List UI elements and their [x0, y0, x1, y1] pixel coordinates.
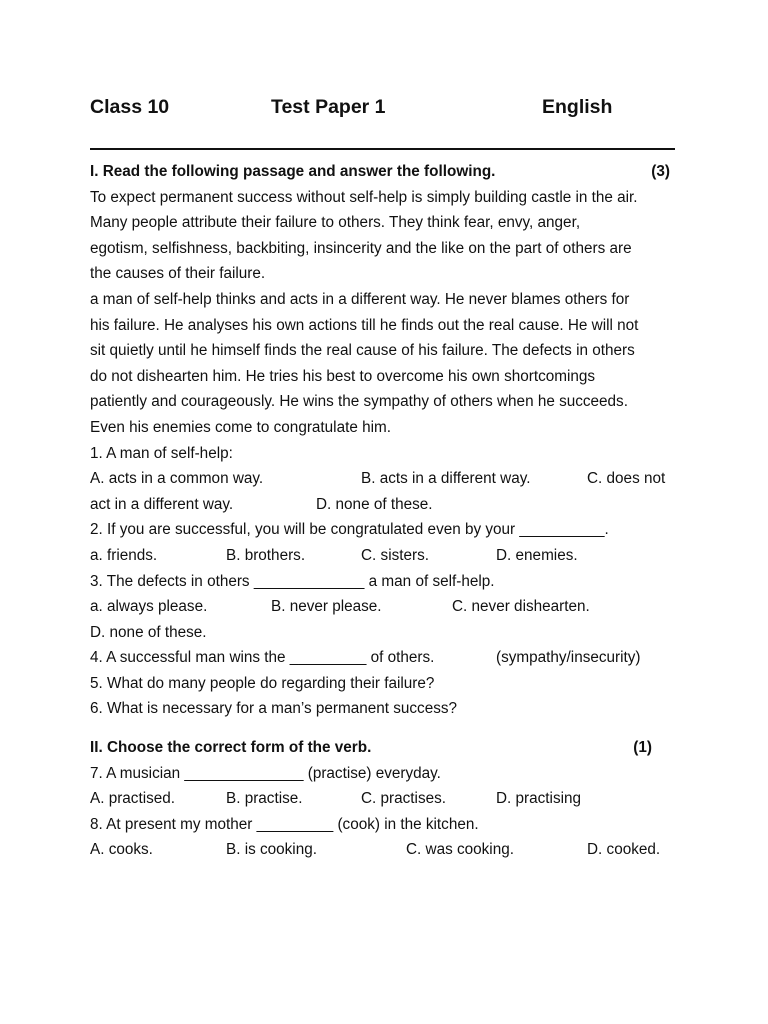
class-label: Class 10 [90, 96, 170, 118]
passage-line: the causes of their failure. [90, 265, 266, 283]
option-d: D. practising [496, 790, 582, 808]
section-1-heading-row [90, 159, 680, 185]
option-b: B. acts in a different way. [361, 470, 531, 488]
passage-line: a man of self-help thinks and acts in a different way. He never blames others for [90, 290, 630, 308]
passage-line: egotism, selfishness, backbiting, insincerity and the like on the part of others are [90, 239, 632, 257]
option-c-continued: act in a different way. [90, 495, 234, 513]
question-6: 6. What is necessary for a man’s permanent success? [90, 700, 458, 718]
option-d: D. cooked. [587, 841, 661, 859]
option-d: D. none of these. [90, 623, 207, 641]
option-a: A. practised. [90, 790, 176, 808]
section-2-heading: II. Choose the correct form of the verb. [90, 739, 372, 757]
question-8-options-row [90, 837, 680, 863]
header-divider [90, 148, 675, 150]
question-4-hint: (sympathy/insecurity) [496, 649, 641, 667]
passage-line: Many people attribute their failure to others. They think fear, envy, anger, [90, 214, 581, 232]
section-2-heading-row [90, 735, 680, 761]
passage-line: do not dishearten him. He tries his best to overcome his own shortcomings [90, 367, 596, 385]
section-gap [90, 722, 680, 735]
option-c: C. was cooking. [406, 841, 514, 859]
option-c: C. sisters. [361, 546, 429, 564]
option-a: A. cooks. [90, 841, 153, 859]
option-a: a. always please. [90, 598, 208, 616]
question-7-options-row [90, 786, 680, 812]
reading-passage [90, 185, 680, 441]
question-4-row [90, 645, 680, 671]
option-d: D. none of these. [316, 495, 433, 513]
option-d: D. enemies. [496, 546, 578, 564]
option-b: B. never please. [271, 598, 382, 616]
question-2: 2. If you are successful, you will be congratulated even by your __________. [90, 521, 609, 539]
option-a: a. friends. [90, 546, 158, 564]
paper-content [90, 159, 680, 863]
option-b: B. is cooking. [226, 841, 317, 859]
subject-label: English [542, 96, 613, 118]
question-3: 3. The defects in others _____________ a man of self-help. [90, 572, 495, 590]
passage-line: To expect permanent success without self-help is simply building castle in the air. [90, 188, 638, 206]
question-1-options-row [90, 466, 680, 492]
option-b: B. brothers. [226, 546, 306, 564]
question-2-options-row [90, 543, 680, 569]
option-a: A. acts in a common way. [90, 470, 264, 488]
option-b: B. practise. [226, 790, 303, 808]
option-c: C. practises. [361, 790, 447, 808]
question-8: 8. At present my mother _________ (cook) in the kitchen. [90, 815, 479, 833]
paper-header [90, 92, 680, 124]
question-1: 1. A man of self-help: [90, 444, 233, 462]
section-2-marks: (1) [633, 739, 652, 757]
question-7: 7. A musician ______________ (practise) everyday. [90, 764, 441, 782]
passage-line: sit quietly until he himself finds the real cause of his failure. The defects in others [90, 342, 635, 360]
option-c: C. does not [587, 470, 666, 488]
question-1-options-row-2 [90, 492, 680, 518]
passage-line: patiently and courageously. He wins the sympathy of others when he succeeds. [90, 393, 628, 411]
question-3-options-row-2 [90, 620, 680, 646]
passage-line: his failure. He analyses his own actions till he finds out the real cause. He will not [90, 316, 639, 334]
section-1-marks: (3) [651, 163, 670, 180]
section-1-heading: I. Read the following passage and answer the following. [90, 163, 496, 180]
question-4: 4. A successful man wins the _________ of others. [90, 649, 435, 667]
passage-line: Even his enemies come to congratulate him. [90, 418, 391, 436]
test-paper-page [90, 92, 680, 859]
test-title: Test Paper 1 [271, 96, 386, 118]
option-c: C. never dishearten. [452, 598, 590, 616]
question-3-options-row [90, 594, 680, 620]
question-5: 5. What do many people do regarding their failure? [90, 674, 435, 692]
